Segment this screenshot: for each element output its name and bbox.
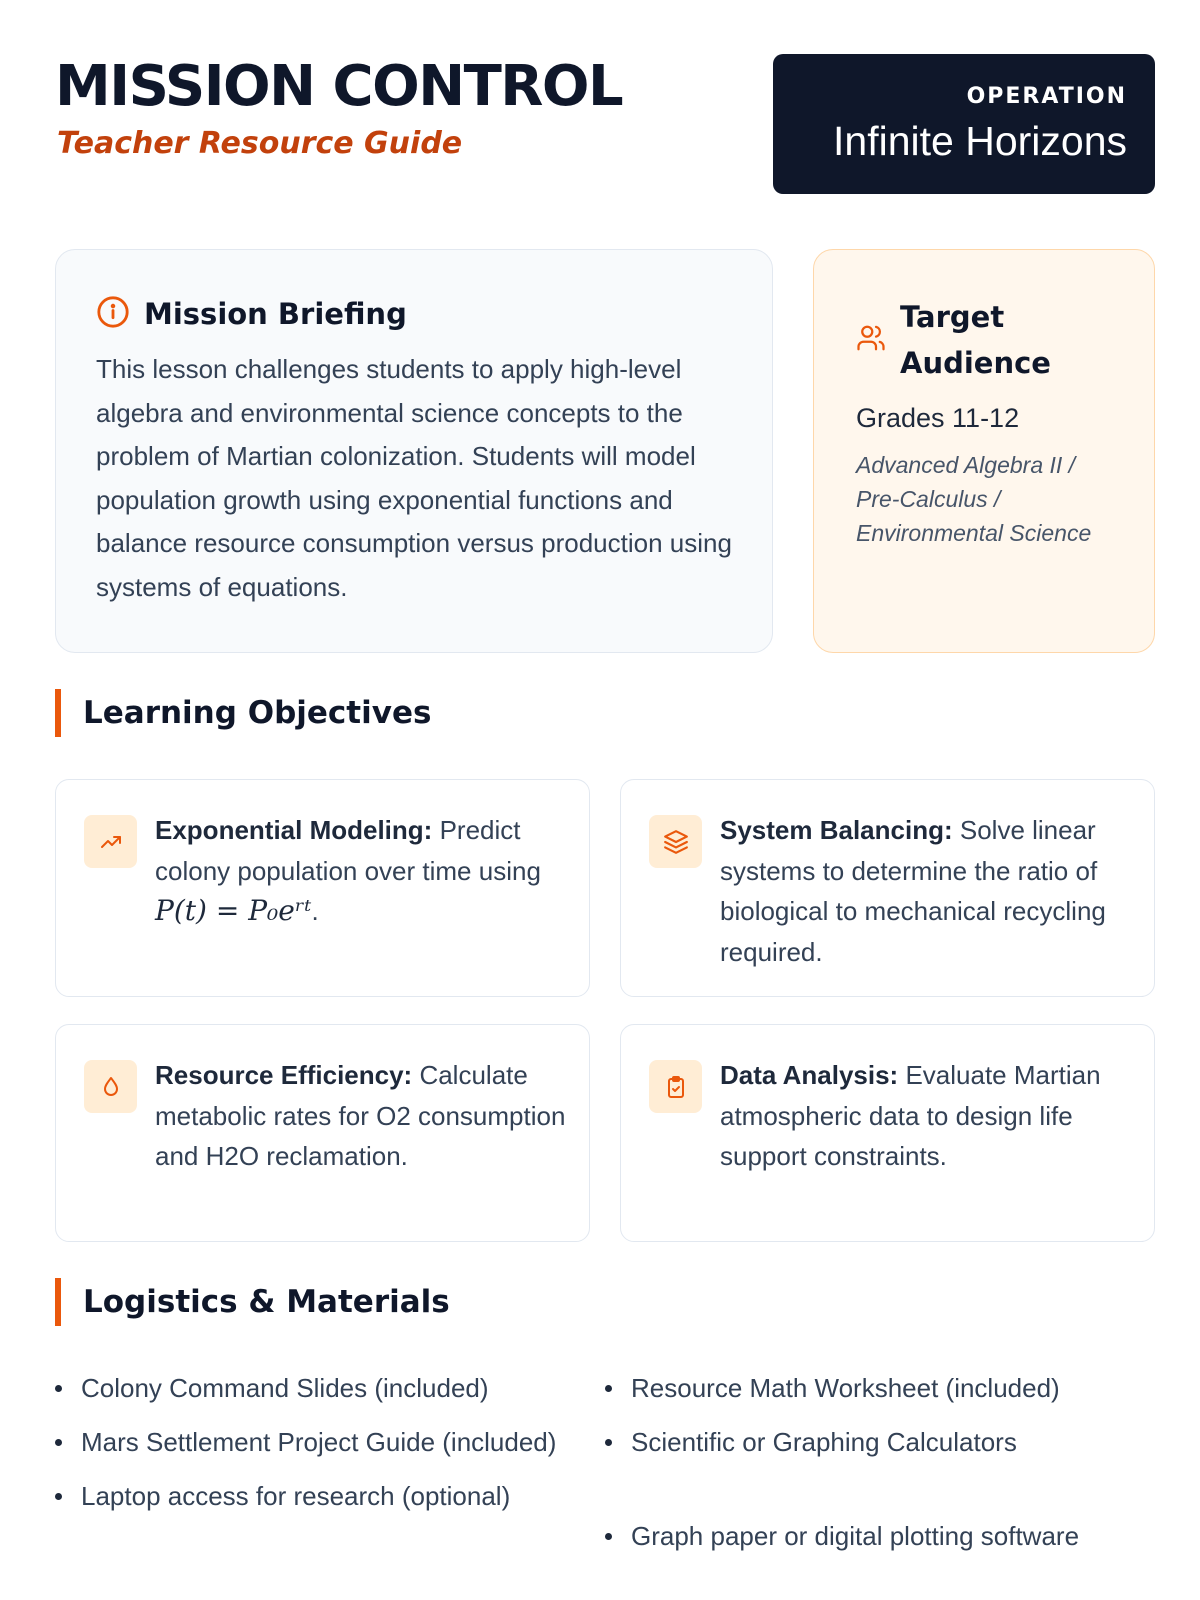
droplet-icon bbox=[84, 1060, 137, 1113]
objective-card-data-analysis bbox=[620, 1024, 1155, 1242]
list-item: Colony Command Slides (included) bbox=[55, 1368, 605, 1408]
operation-label: OPERATION bbox=[966, 84, 1127, 109]
list-item: Mars Settlement Project Guide (included) bbox=[55, 1422, 605, 1462]
clipboard-check-icon bbox=[649, 1060, 702, 1113]
section-title: Learning Objectives bbox=[83, 695, 432, 731]
page-header bbox=[55, 52, 1155, 194]
section-accent-bar bbox=[55, 1278, 61, 1326]
list-item: Resource Math Worksheet (included) bbox=[605, 1368, 1155, 1408]
list-item: Laptop access for research (optional) bbox=[55, 1476, 605, 1516]
subject-line: Pre-Calculus / bbox=[856, 486, 1001, 512]
users-icon bbox=[856, 323, 886, 358]
objective-text: System Balancing: Solve linear systems to determine the ratio of biological to mechanical recycling required. bbox=[720, 815, 1106, 967]
objective-label: System Balancing: bbox=[720, 815, 953, 845]
materials-list bbox=[55, 1368, 1155, 1570]
mission-briefing-card bbox=[55, 249, 773, 653]
objective-card-system-balancing bbox=[620, 779, 1155, 997]
operation-name: Infinite Horizons bbox=[833, 118, 1127, 164]
list-item: Scientific or Graphing Calculators bbox=[605, 1422, 1155, 1462]
info-icon bbox=[96, 295, 130, 334]
list-item: Graph paper or digital plotting software bbox=[605, 1516, 1155, 1556]
objective-label: Resource Efficiency: bbox=[155, 1060, 413, 1090]
page-title: MISSION CONTROL bbox=[55, 54, 623, 119]
layers-icon bbox=[649, 815, 702, 868]
audience-subjects bbox=[856, 448, 1134, 550]
operation-badge bbox=[773, 54, 1155, 194]
target-audience-card bbox=[813, 249, 1155, 653]
subject-line: Advanced Algebra II / bbox=[856, 452, 1076, 478]
objective-label: Data Analysis: bbox=[720, 1060, 899, 1090]
learning-objectives-heading bbox=[55, 689, 431, 737]
audience-title: Target Audience bbox=[900, 300, 1051, 380]
population-formula: P(t) = P₀eʳᵗ bbox=[155, 894, 312, 927]
section-accent-bar bbox=[55, 689, 61, 737]
objective-text: Resource Efficiency: Calculate metabolic rates for O2 consumption and H2O reclamation. bbox=[155, 1060, 566, 1171]
trending-up-icon bbox=[84, 815, 137, 868]
briefing-text: This lesson challenges students to apply high-level algebra and environmental science concepts to the problem of Martian colonization. Students will model population growth using exponential functions and balance resource consumption versus production using systems of equations. bbox=[96, 354, 732, 602]
objective-label: Exponential Modeling: bbox=[155, 815, 433, 845]
materials-column-right bbox=[605, 1368, 1155, 1570]
section-title: Logistics & Materials bbox=[83, 1284, 450, 1320]
objective-card-exponential bbox=[55, 779, 590, 997]
logistics-heading bbox=[55, 1278, 450, 1326]
objective-text: Exponential Modeling: Predict colony population over time using P(t) = P₀eʳᵗ. bbox=[155, 815, 541, 927]
objective-text: Data Analysis: Evaluate Martian atmospheric data to design life support constraints. bbox=[720, 1060, 1101, 1171]
audience-grades: Grades 11-12 bbox=[856, 403, 1020, 433]
subject-line: Environmental Science bbox=[856, 520, 1092, 546]
materials-column-left bbox=[55, 1368, 605, 1570]
page-subtitle: Teacher Resource Guide bbox=[57, 126, 463, 161]
briefing-title: Mission Briefing bbox=[144, 297, 407, 331]
objective-card-resource-efficiency bbox=[55, 1024, 590, 1242]
